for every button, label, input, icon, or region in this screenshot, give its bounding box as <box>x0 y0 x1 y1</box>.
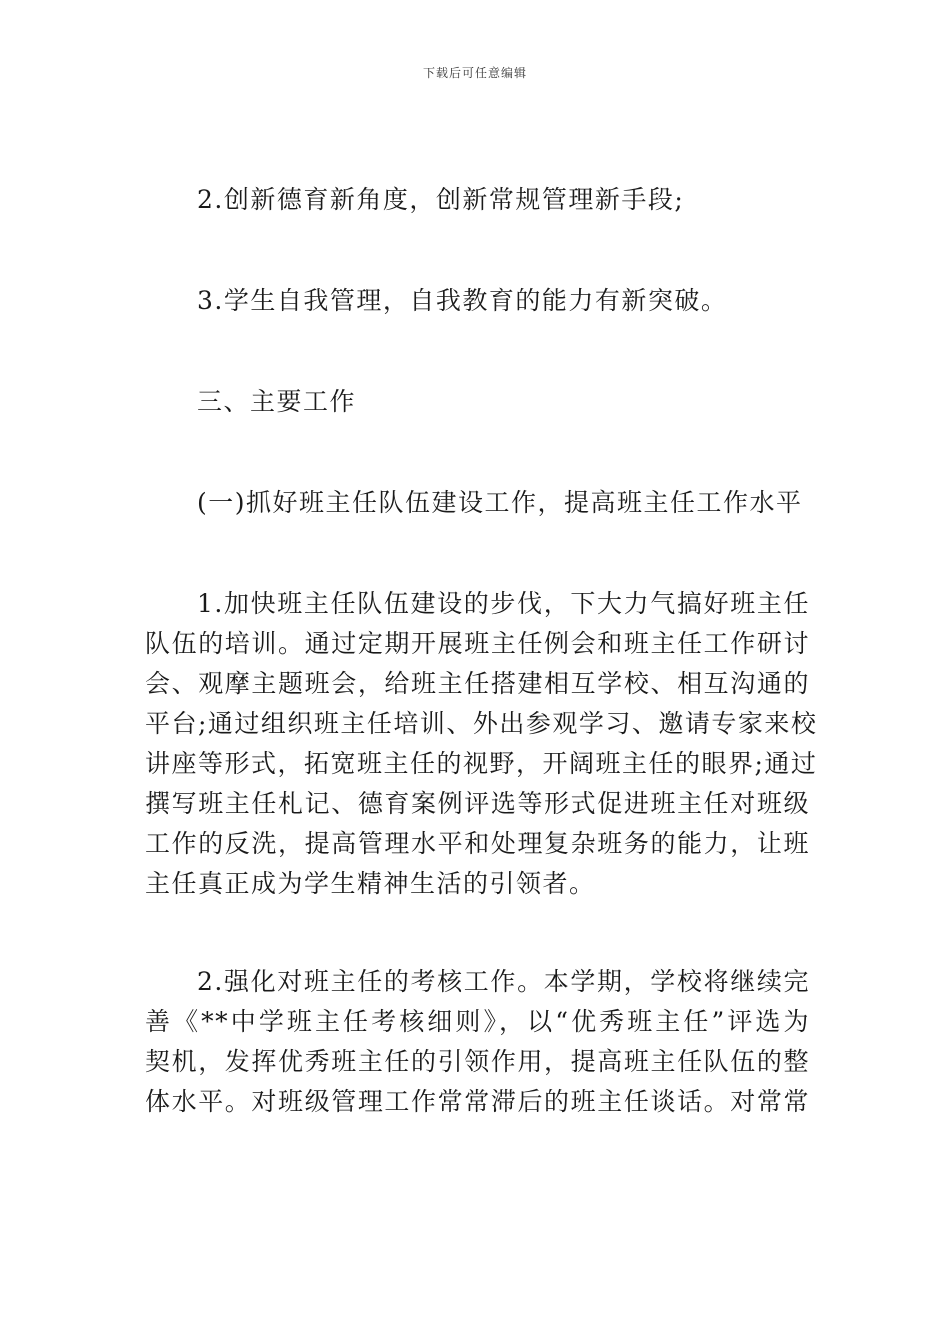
subsection-heading: (一)抓好班主任队伍建设工作，提高班主任工作水平 <box>197 488 803 517</box>
paragraph-line: 主任真正成为学生精神生活的引领者。 <box>145 869 596 898</box>
header-note: 下载后可任意编辑 <box>422 66 527 80</box>
document-body <box>145 180 818 1180</box>
paragraph-line: 2.强化对班主任的考核工作。本学期，学校将继续完 <box>197 967 810 996</box>
paragraph-line: 讲座等形式，拓宽班主任的视野，开阔班主任的眼界;通过 <box>145 749 818 778</box>
paragraph-2 <box>145 962 810 1122</box>
paragraph-line: 会、观摩主题班会，给班主任搭建相互学校、相互沟通的 <box>145 669 810 698</box>
paragraph-line: 善《**中学班主任考核细则》，以“优秀班主任”评选为 <box>145 1007 810 1036</box>
paragraph-1 <box>145 584 818 904</box>
paragraph-line: 契机，发挥优秀班主任的引领作用，提高班主任队伍的整 <box>145 1047 810 1076</box>
paragraph-line: 队伍的培训。通过定期开展班主任例会和班主任工作研讨 <box>145 629 810 658</box>
paragraph-line: 体水平。对班级管理工作常常滞后的班主任谈话。对常常 <box>145 1087 810 1116</box>
paragraph-line: 1.加快班主任队伍建设的步伐，下大力气搞好班主任 <box>197 589 810 618</box>
item-3: 3.学生自我管理，自我教育的能力有新突破。 <box>197 286 728 315</box>
paragraph-line: 工作的反洗，提高管理水平和处理复杂班务的能力，让班 <box>145 829 810 858</box>
section-heading: 三、主要工作 <box>197 387 357 416</box>
item-2: 2.创新德育新角度，创新常规管理新手段; <box>197 185 685 214</box>
paragraph-line: 撰写班主任札记、德育案例评选等形式促进班主任对班级 <box>145 789 810 818</box>
paragraph-line: 平台;通过组织班主任培训、外出参观学习、邀请专家来校 <box>145 709 818 738</box>
